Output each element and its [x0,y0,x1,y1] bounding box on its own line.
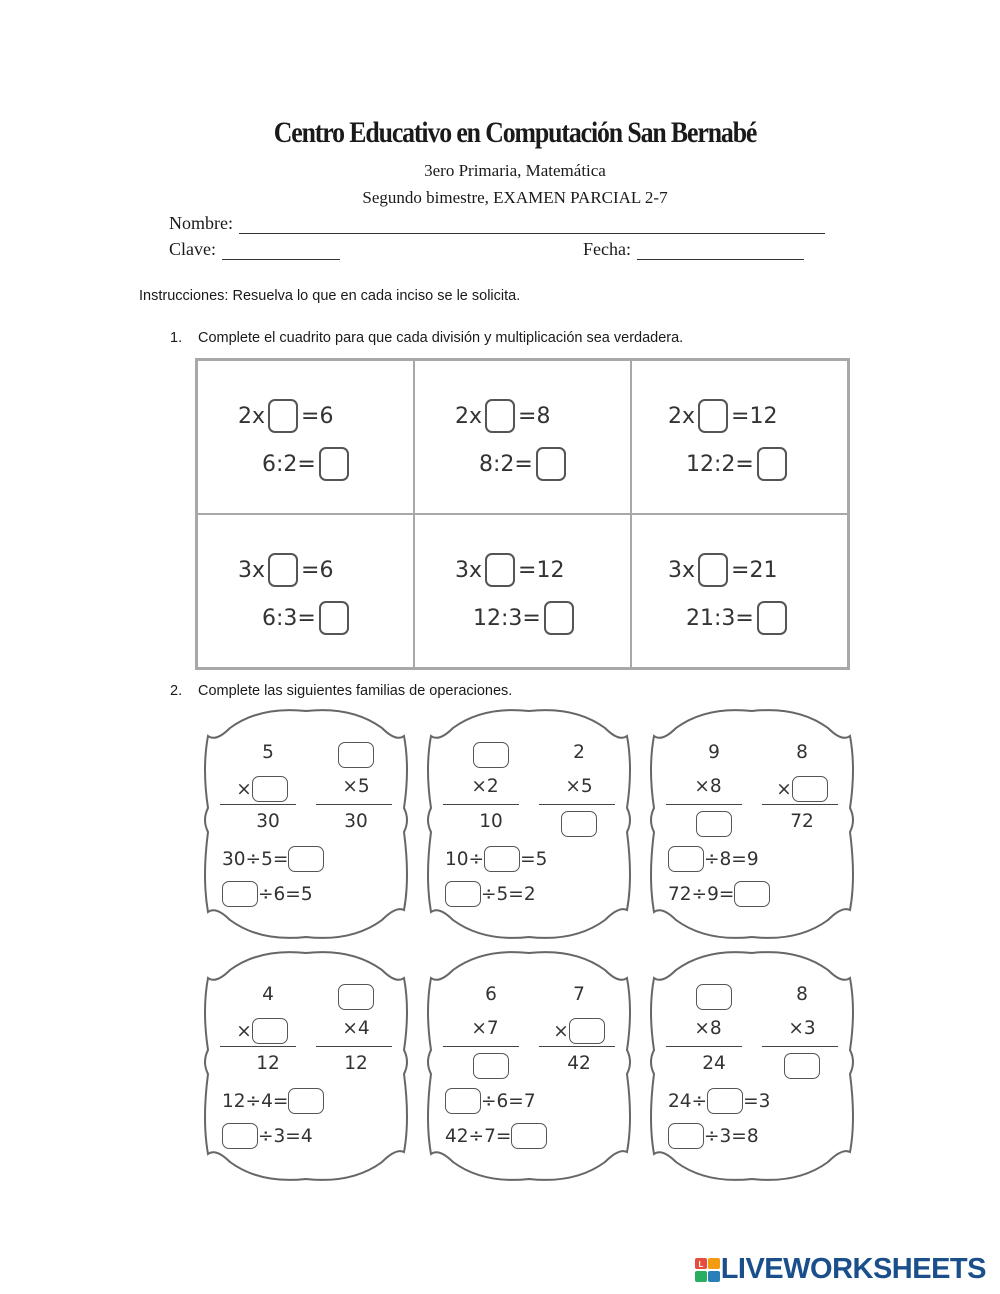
number: 3 [758,1090,771,1112]
times-sign: × [342,776,358,797]
family-row [668,1123,759,1149]
number: 72 [668,883,692,905]
date-row [583,239,804,260]
dividend: 6 [262,451,276,477]
answer-box[interactable] [511,1123,547,1149]
times-sign: × [553,1020,569,1042]
q1-cell [414,360,631,514]
answer-box[interactable] [698,399,728,433]
multiplication-equation [455,553,564,587]
q1-cell [414,514,631,668]
multiplication-equation [668,553,777,587]
family-row [676,1053,752,1074]
times-sign: x [682,557,696,583]
date-label: Fecha: [583,239,631,259]
question-1-number: 1. [170,330,183,346]
times-sign: x [469,557,483,583]
number: 5 [535,848,548,870]
equals-sign: = [518,403,537,429]
family-row [764,742,840,763]
fact-family-card [423,708,633,938]
times-sign: × [776,778,792,800]
question-2-number: 2. [170,683,183,699]
number: 6 [273,883,286,905]
answer-box[interactable] [338,984,374,1010]
answer-box[interactable] [707,1088,743,1114]
grade-subject: 3ero Primaria, Matemática [424,161,606,180]
family-row [230,1053,306,1074]
number: 5 [261,848,273,870]
number: 10 [445,848,469,870]
family-row [676,811,752,837]
family-row [541,1053,617,1074]
factor: 4 [262,984,274,1005]
family-row [318,984,394,1010]
factor: 3 [238,557,252,583]
question-2 [170,683,512,699]
number: 30 [222,848,246,870]
key-field[interactable] [222,239,340,260]
logo-text: LIVEWORKSHEETS [720,1253,986,1285]
school-title: Centro Educativo en Computación San Bernabé [273,116,757,149]
multiplication-equation [238,399,333,433]
answer-box[interactable] [536,447,566,481]
equals-sign: = [731,557,750,583]
division-equation [262,447,352,481]
equals-sign: = [522,605,541,631]
product: 30 [256,811,280,832]
family-row [668,846,759,872]
name-label: Nombre: [169,213,233,233]
family-row [539,776,619,797]
question-1-grid [195,358,850,670]
logo-badge-icon [695,1257,721,1283]
answer-box[interactable] [445,1088,481,1114]
family-row [453,811,529,832]
equals-sign: = [731,403,750,429]
divide-sign: ÷ [468,1125,485,1147]
answer-box[interactable] [288,846,324,872]
answer-box[interactable] [668,846,704,872]
answer-box[interactable] [319,447,349,481]
key-row [169,239,340,260]
times-sign: x [469,403,483,429]
answer-box[interactable] [757,447,787,481]
answer-box[interactable] [445,881,481,907]
family-row [668,1018,748,1039]
division-equation [473,601,577,635]
equals-sign: = [731,1125,747,1147]
equals-sign: = [731,848,747,870]
factor: 9 [708,742,720,763]
family-row [222,776,302,802]
answer-box[interactable] [338,742,374,768]
product: 72 [790,811,814,832]
division-sign: : [493,451,501,477]
answer-box[interactable] [696,811,732,837]
family-row [762,776,842,802]
product: 8 [536,403,551,429]
number: 5 [300,883,313,905]
answer-box[interactable] [696,984,732,1010]
equals-sign: = [272,848,289,870]
number: 6 [496,1090,509,1112]
factor: 8 [709,776,722,797]
times-sign: x [682,403,696,429]
equals-sign: = [514,451,533,477]
fact-family-card [200,950,410,1180]
divisor: 3 [721,605,736,631]
family-row [445,881,536,907]
family-row [445,1088,536,1114]
answer-box[interactable] [561,811,597,837]
sum-bar [762,1046,838,1047]
sum-bar [316,804,392,805]
equals-sign: = [272,1090,289,1112]
answer-box[interactable] [268,399,298,433]
times-sign: × [236,1020,252,1042]
product: 30 [344,811,368,832]
answer-box[interactable] [734,881,770,907]
divide-sign: ÷ [481,1090,497,1112]
answer-box[interactable] [319,601,349,635]
times-sign: × [565,776,581,797]
dividend: 21 [686,605,714,631]
family-row [668,1088,770,1114]
number: 2 [523,883,536,905]
sum-bar [539,1046,615,1047]
exam-title: Segundo bimestre, EXAMEN PARCIAL 2-7 [362,188,668,207]
multiplication-equation [668,399,777,433]
family-row [676,742,752,763]
dividend: 12 [686,451,714,477]
family-row [316,776,396,797]
family-row [230,742,306,763]
key-label: Clave: [169,239,216,259]
family-row [318,1053,394,1074]
family-row [453,742,529,768]
equals-sign: = [518,557,537,583]
family-row [676,984,752,1010]
times-sign: x [252,403,266,429]
times-sign: × [236,778,252,800]
multiplication-equation [455,399,550,433]
division-equation [262,601,352,635]
answer-box[interactable] [473,1053,509,1079]
product: 12 [536,557,565,583]
division-equation [479,447,569,481]
product: 6 [319,403,334,429]
number: 7 [484,1125,496,1147]
family-row [764,811,840,832]
name-row [169,213,825,234]
family-row [318,742,394,768]
family-row [453,984,529,1005]
answer-box[interactable] [757,601,787,635]
divisor: 3 [283,605,298,631]
divide-sign: ÷ [691,883,708,905]
family-row [222,846,324,872]
dividend: 6 [262,605,276,631]
equals-sign: = [718,883,735,905]
sum-bar [443,1046,519,1047]
division-sign: : [714,451,722,477]
times-sign: × [471,1018,487,1039]
answer-box[interactable] [288,1088,324,1114]
times-sign: × [694,776,710,797]
family-row [230,811,306,832]
product: 24 [702,1053,726,1074]
factor: 2 [668,403,682,429]
family-row [453,1053,529,1079]
multiplication-equation [238,553,333,587]
number: 12 [222,1090,246,1112]
product: 42 [567,1053,591,1074]
answer-box[interactable] [544,601,574,635]
equals-sign: = [735,451,754,477]
equals-sign: = [297,605,316,631]
date-field[interactable] [637,239,804,260]
times-sign: × [342,1018,358,1039]
factor: 2 [573,742,585,763]
name-field[interactable] [239,213,825,234]
family-row [541,811,617,837]
product: 12 [749,403,778,429]
family-row [222,1088,324,1114]
divide-sign: ÷ [258,1125,274,1147]
question-2-text: Complete las siguientes familias de operaciones. [198,683,513,699]
factor: 7 [486,1018,499,1039]
answer-box[interactable] [252,776,288,802]
instructions: Instrucciones: Resuelva lo que en cada inciso se le solicita. [139,288,521,304]
sum-bar [316,1046,392,1047]
question-1 [170,330,683,346]
number: 9 [746,848,759,870]
fact-family-card [646,950,856,1180]
factor: 5 [580,776,593,797]
sum-bar [220,1046,296,1047]
sum-bar [443,804,519,805]
family-row [764,984,840,1005]
family-row [668,881,770,907]
equals-sign: = [285,1125,301,1147]
dividend: 12 [473,605,501,631]
family-row [541,984,617,1005]
times-sign: × [694,1018,710,1039]
q1-cell [197,514,414,668]
fact-family-card [200,708,410,938]
answer-box[interactable] [485,553,515,587]
divide-sign: ÷ [245,848,262,870]
factor: 2 [455,403,469,429]
division-equation [686,601,790,635]
number: 24 [668,1090,692,1112]
family-row [318,811,394,832]
number: 7 [523,1090,536,1112]
sum-bar [666,1046,742,1047]
family-row [445,846,547,872]
divisor: 3 [508,605,523,631]
liveworksheets-logo[interactable] [695,1253,986,1286]
factor: 4 [357,1018,370,1039]
number: 4 [300,1125,313,1147]
product: 21 [749,557,778,583]
sum-bar [539,804,615,805]
q1-cell [197,360,414,514]
equals-sign: = [735,605,754,631]
answer-box[interactable] [268,553,298,587]
answer-box[interactable] [222,881,258,907]
family-row [222,1018,302,1044]
divide-sign: ÷ [258,883,274,905]
answer-box[interactable] [698,553,728,587]
family-row [668,776,748,797]
factor: 6 [485,984,497,1005]
factor: 5 [262,742,274,763]
number: 5 [496,883,509,905]
number: 9 [707,883,719,905]
family-row [222,1123,313,1149]
logo-badge-text: L [698,1259,704,1269]
answer-box[interactable] [222,1123,258,1149]
factor: 2 [486,776,499,797]
equals-sign: = [285,883,301,905]
times-sign: x [252,557,266,583]
equals-sign: = [520,848,536,870]
number: 42 [445,1125,469,1147]
answer-box[interactable] [252,1018,288,1044]
sum-bar [220,804,296,805]
dividend: 8 [479,451,493,477]
factor: 3 [455,557,469,583]
answer-box[interactable] [473,742,509,768]
answer-box[interactable] [569,1018,605,1044]
factor: 5 [357,776,370,797]
answer-box[interactable] [792,776,828,802]
family-row [445,776,525,797]
factor: 8 [796,984,808,1005]
answer-box[interactable] [484,846,520,872]
family-row [316,1018,396,1039]
division-sign: : [714,605,722,631]
equals-sign: = [301,557,320,583]
equals-sign: = [508,1090,524,1112]
number: 8 [746,1125,759,1147]
number: 3 [719,1125,732,1147]
equals-sign: = [743,1090,759,1112]
division-equation [686,447,790,481]
product: 6 [319,557,334,583]
divisor: 2 [721,451,736,477]
divide-sign: ÷ [481,883,497,905]
factor: 3 [668,557,682,583]
number: 8 [719,848,732,870]
times-sign: × [788,1018,804,1039]
division-sign: : [276,605,284,631]
equals-sign: = [297,451,316,477]
equals-sign: = [508,883,524,905]
answer-box[interactable] [485,399,515,433]
factor: 8 [796,742,808,763]
number: 4 [261,1090,273,1112]
family-row [445,1018,525,1039]
factor: 8 [709,1018,722,1039]
times-sign: × [471,776,487,797]
division-sign: : [501,605,509,631]
equals-sign: = [301,403,320,429]
q1-cell [631,360,848,514]
product: 12 [256,1053,280,1074]
number: 3 [273,1125,286,1147]
factor: 7 [573,984,585,1005]
fact-family-card [423,950,633,1180]
family-row [541,742,617,763]
fact-family-card [646,708,856,938]
question-1-text: Complete el cuadrito para que cada división y multiplicación sea verdadera. [198,330,684,346]
divide-sign: ÷ [468,848,485,870]
family-row [762,1018,842,1039]
divide-sign: ÷ [245,1090,262,1112]
divide-sign: ÷ [704,848,720,870]
answer-box[interactable] [668,1123,704,1149]
answer-box[interactable] [784,1053,820,1079]
product: 10 [479,811,503,832]
sum-bar [666,804,742,805]
divisor: 2 [283,451,298,477]
factor: 3 [803,1018,816,1039]
family-row [230,984,306,1005]
factor: 2 [238,403,252,429]
q1-cell [631,514,848,668]
divisor: 2 [500,451,515,477]
family-row [539,1018,619,1044]
divide-sign: ÷ [704,1125,720,1147]
family-row [764,1053,840,1079]
divide-sign: ÷ [691,1090,708,1112]
product: 12 [344,1053,368,1074]
division-sign: : [276,451,284,477]
sum-bar [762,804,838,805]
family-row [445,1123,547,1149]
family-row [222,881,313,907]
equals-sign: = [495,1125,512,1147]
